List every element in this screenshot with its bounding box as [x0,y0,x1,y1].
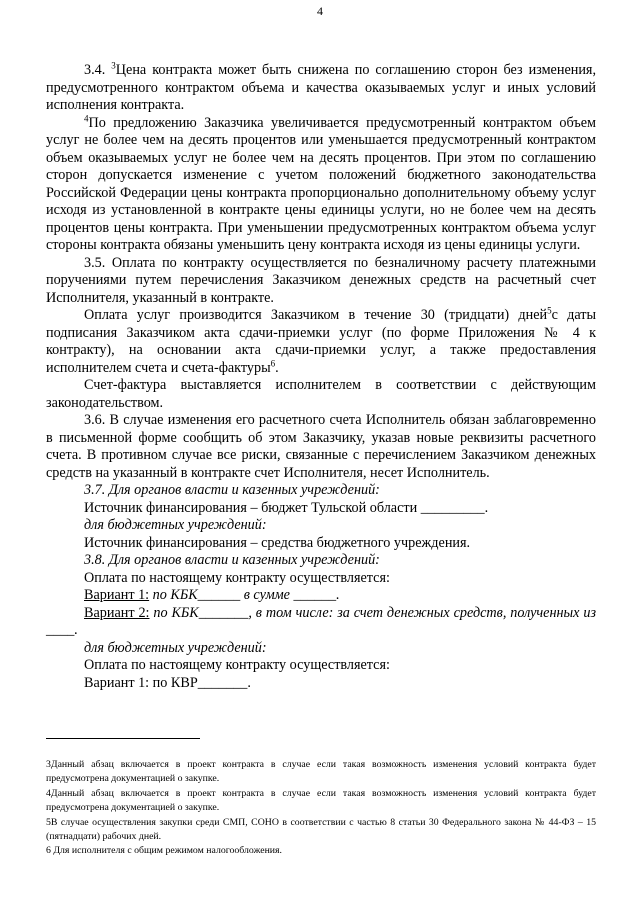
footnote-ref: 6 [270,357,276,368]
paragraph-text: . [275,359,279,376]
paragraph-3-5-payment-terms [46,307,596,377]
footnote-5: 5В случае осуществления закупки среди СМП, СОНО в соответствии с частью 8 статьи 30 Федерального закона № 44-ФЗ – 15 (пятнадцати) рабочих дней. [46,816,596,843]
payment-statement-budget: Оплата по настоящему контракту осуществляется: [84,657,390,673]
paragraph-text: Цена контракта может быть снижена по соглашению сторон без изменения, предусмотренного контрактом объема и качества оказываемых услуг и иных условий исполнения контракта. [46,62,596,113]
payment-statement: Оплата по настоящему контракту осуществляется: [84,569,390,586]
heading-3-7: 3.7. Для органов власти и казенных учреждений: [84,482,380,498]
footnotes [46,758,596,859]
paragraph-text: Оплата услуг производится Заказчиком в течение 30 (тридцати) дней [84,307,548,323]
page-number: 4 [317,4,323,18]
footnote-3: 3Данный абзац включается в проект контракта в случае если такая возможность изменения условий контракта будет предусмотрена документацией о закупке. [46,759,596,785]
funding-source-budget: Источник финансирования – средства бюджетного учреждения. [84,534,471,551]
funding-source-government: Источник финансирования – бюджет Тульской области _________. [84,499,489,516]
paragraph-3-4 [46,62,596,115]
variant-2-government [46,605,596,640]
heading-3-8: 3.8. Для органов власти и казенных учреждений: [84,552,380,568]
clause-number: 3.4. [84,62,112,78]
variant-1-government [46,587,596,605]
footnote-ref: 4 [84,112,89,123]
footnote-ref: 5 [547,305,552,316]
document-body [46,62,596,692]
heading-budget-institutions: для бюджетных учреждений: [84,517,267,533]
footnote-divider [46,738,200,739]
variant-text: по КБК_______, в том числе: за счет денежных средств, полученных из ____. [46,604,596,638]
variant-label: Вариант 2: [84,604,150,621]
paragraph-text: с даты подписания Заказчиком акта сдачи-приемки услуг (по форме Приложения № 4 к контракту), на основании акта сдачи-приемки услуг, а также предоставления исполнителем счета и счета-фактуры [46,307,596,376]
variant-1-budget: Вариант 1: по КВР_______. [84,674,251,691]
paragraph-3-4-volume [46,112,596,255]
paragraph-3-5-invoice: Счет-фактура выставляется исполнителем в соответствии с действующим законодательством. [46,377,596,411]
footnote-6: 6 Для исполнителя с общим режимом налогообложения. [46,845,283,857]
variant-text: по КБК______ в сумме ______. [149,587,340,603]
paragraph-3-6: 3.6. В случае изменения его расчетного счета Исполнитель обязан заблаговременно в письменной форме сообщить об этом Заказчику, указав новые реквизиты расчетного счета. В противном случае все риски, связанные с перечислением Заказчиком денежных средств на указанный в контракте счет Исполнителя, несет Исполнитель. [46,412,596,481]
footnote-4: 4Данный абзац включается в проект контракта в случае если такая возможность изменения условий контракта будет предусмотрена документацией о закупке. [46,787,596,814]
heading-budget-institutions-3-8: для бюджетных учреждений: [84,639,267,656]
variant-label: Вариант 1: [84,587,150,603]
footnote-ref: 3 [111,60,116,71]
paragraph-text: По предложению Заказчика увеличивается предусмотренный контрактом объем услуг не более чем на десять процентов или уменьшается предусмотренный контрактом объем оказываемых услуг не более чем на десять процентов. При этом по соглашению сторон допускается изменение с учетом положений бюджетного законодательства Российской Федерации цены контракта пропорционально дополнительному объему услуг исходя из установленной в контракте цены единицы услуги, но не более чем на десять процентов цены контракта. При уменьшении предусмотренных контрактом объема услуг стороны контракта обязаны уменьшить цену контракта исходя из цены единицы услуги. [46,114,596,253]
paragraph-3-5: 3.5. Оплата по контракту осуществляется по безналичному расчету платежными поручениями путем перечисления Заказчиком денежных средств на расчетный счет Исполнителя, указанный в контракте. [46,254,596,306]
